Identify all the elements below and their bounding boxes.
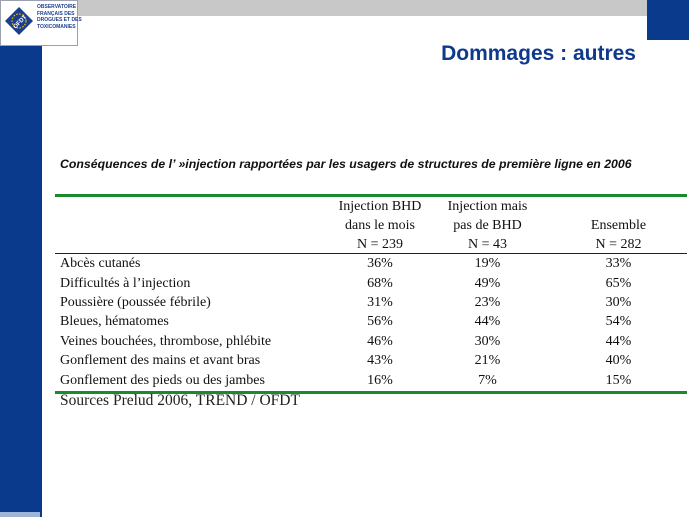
header-blank bbox=[55, 197, 335, 254]
row-value: 21% bbox=[474, 353, 501, 369]
row-value: 56% bbox=[367, 314, 393, 330]
ofdt-logo bbox=[0, 0, 82, 46]
row-value: 16% bbox=[367, 372, 393, 388]
corner-mark bbox=[0, 512, 40, 517]
header-ensemble: Ensemble N = 282 bbox=[590, 218, 647, 252]
row-label: Abcès cutanés bbox=[60, 256, 141, 272]
table-row bbox=[55, 293, 687, 312]
row-value: 7% bbox=[478, 372, 497, 388]
row-value: 44% bbox=[605, 333, 632, 349]
row-value: 23% bbox=[474, 294, 501, 310]
row-label: Difficultés à l’injection bbox=[60, 275, 191, 291]
consequences-table bbox=[55, 197, 687, 390]
table-row bbox=[55, 332, 687, 351]
page-title: Dommages : autres bbox=[441, 42, 636, 65]
logo-line-2: FRANÇAIS DES bbox=[37, 10, 75, 17]
table-row bbox=[55, 254, 687, 273]
ofdt-logo-emblem-icon bbox=[3, 5, 35, 43]
row-value: 43% bbox=[367, 353, 393, 369]
header-injection-sans-bhd: Injection mais pas de BHD N = 43 bbox=[447, 199, 528, 252]
logo-line-1: OBSERVATOIRE bbox=[37, 4, 77, 10]
row-label: Poussière (poussée fébrile) bbox=[60, 294, 211, 310]
row-value: 33% bbox=[605, 256, 632, 272]
row-value: 30% bbox=[605, 294, 632, 310]
row-value: 19% bbox=[474, 256, 501, 272]
table-header-row bbox=[55, 197, 687, 254]
row-value: 68% bbox=[367, 275, 393, 291]
row-label: Gonflement des mains et avant bras bbox=[60, 353, 261, 369]
logo-badge-text: OFDT bbox=[12, 14, 29, 31]
logo-text bbox=[37, 4, 82, 30]
row-value: 46% bbox=[367, 333, 393, 349]
header-injection-bhd: Injection BHD dans le mois N = 239 bbox=[338, 199, 422, 252]
row-value: 44% bbox=[474, 314, 501, 330]
table-row bbox=[55, 370, 687, 389]
table-row bbox=[55, 351, 687, 370]
table-caption: Conséquences de l’ »injection rapportées par les usagers de structures de première ligne en 2006 bbox=[60, 157, 632, 171]
row-label: Veines bouchées, thrombose, phlébite bbox=[60, 333, 272, 349]
source-note: Sources Prelud 2006, TREND / OFDT bbox=[60, 392, 300, 409]
table-row bbox=[55, 273, 687, 292]
row-value: 31% bbox=[367, 294, 393, 310]
row-value: 49% bbox=[474, 275, 501, 291]
row-value: 36% bbox=[367, 256, 393, 272]
left-blue-bar bbox=[0, 0, 42, 517]
table-row bbox=[55, 312, 687, 331]
logo-line-4: TOXICOMANIES bbox=[37, 23, 76, 30]
row-value: 65% bbox=[605, 275, 632, 291]
top-gray-bar bbox=[78, 0, 660, 16]
row-value: 30% bbox=[474, 333, 501, 349]
row-value: 15% bbox=[605, 372, 632, 388]
top-right-blue-block bbox=[647, 0, 689, 40]
logo-line-3: DROGUES ET DES bbox=[37, 17, 82, 23]
row-label: Gonflement des pieds ou des jambes bbox=[60, 372, 265, 388]
row-value: 40% bbox=[605, 353, 632, 369]
row-value: 54% bbox=[605, 314, 632, 330]
row-label: Bleues, hématomes bbox=[60, 314, 169, 330]
